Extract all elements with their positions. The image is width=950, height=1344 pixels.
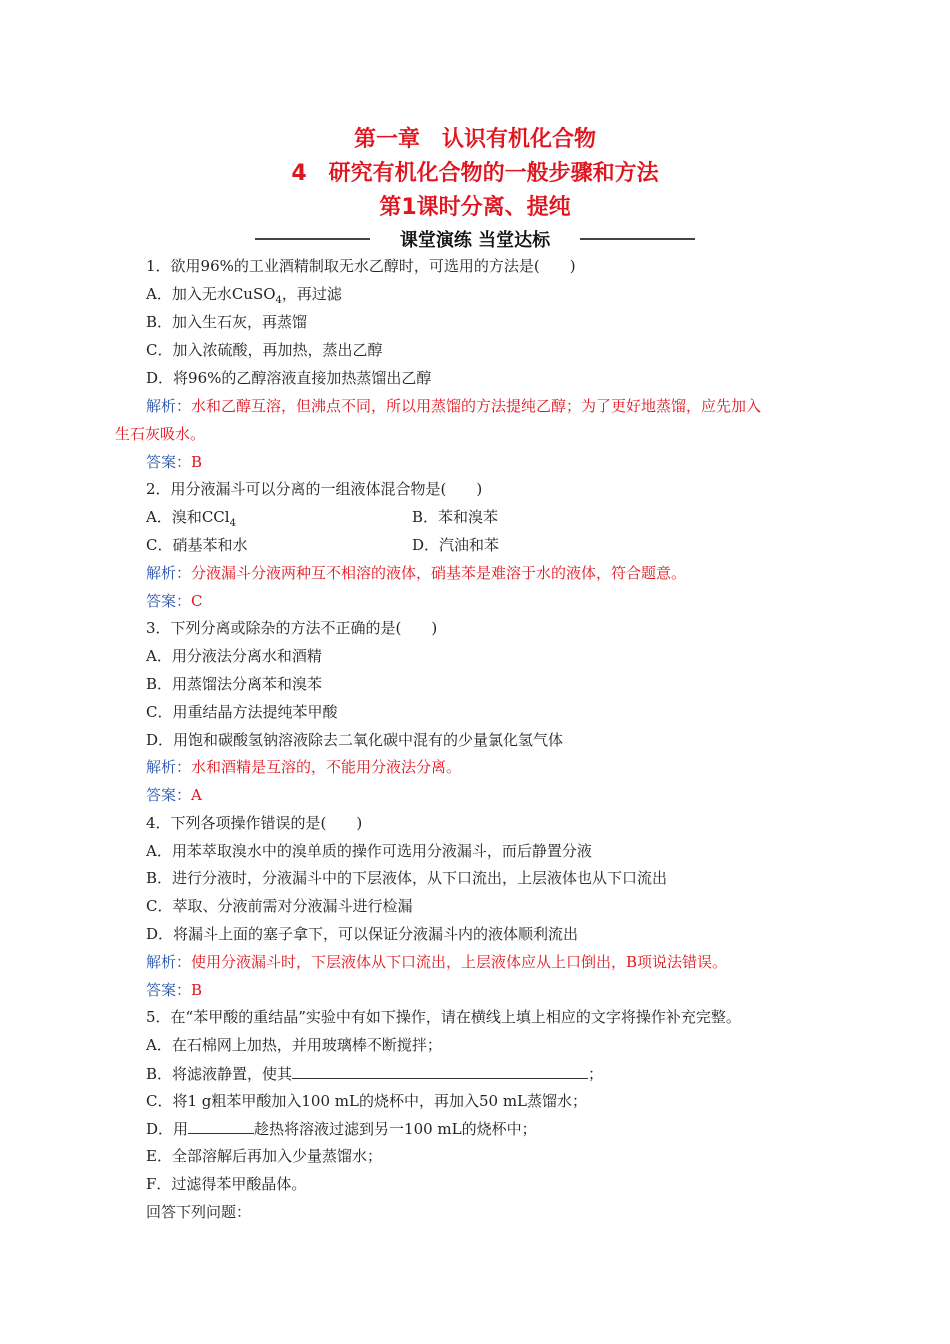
- q1-stem: 1．欲用96%的工业酒精制取无水乙醇时，可选用的方法是( ): [146, 257, 576, 275]
- q4-analysis: [146, 952, 727, 972]
- q3-option-c: C．用重结晶方法提纯苯甲酸: [146, 703, 338, 721]
- q5-d-text-end: 趁热将溶液过滤到另一100 mL的烧杯中；: [254, 1120, 537, 1138]
- banner-text: 课堂演练 当堂达标: [399, 230, 551, 251]
- section-banner: [255, 226, 695, 252]
- q2-options-row2: [146, 535, 846, 555]
- q3-answer: [146, 785, 202, 805]
- lesson-title: 第1课时分离、提纯: [379, 195, 571, 220]
- q4-answer: [146, 980, 202, 1000]
- q4-option-b: B．进行分液时，分液漏斗中的下层液体，从下口流出，上层液体也从下口流出: [146, 869, 668, 887]
- q3-analysis-label: 解析：: [146, 758, 192, 776]
- q5-b-text: B．将滤液静置，使其: [146, 1065, 293, 1083]
- q2-option-c: C．硝基苯和水: [146, 536, 248, 554]
- q4-answer-value: B: [191, 981, 203, 999]
- q4-analysis-label: 解析：: [146, 953, 192, 971]
- q1-a-subscript: 4: [275, 295, 282, 306]
- banner-right-rule: [580, 238, 695, 240]
- q2-answer-label: 答案：: [146, 592, 192, 610]
- q1-option-d: D．将96%的乙醇溶液直接加热蒸馏出乙醇: [146, 369, 432, 387]
- q5-b-text-end: ；: [588, 1065, 604, 1083]
- q5-d-text: D．用: [146, 1120, 189, 1138]
- q2-analysis-label: 解析：: [146, 564, 192, 582]
- q5-stem: 5．在“苯甲酸的重结晶”实验中有如下操作，请在横线上填上相应的文字将操作补充完整。: [146, 1008, 741, 1026]
- q4-analysis-text: 使用分液漏斗时，下层液体从下口流出，上层液体应从上口倒出，B项说法错误。: [191, 953, 728, 971]
- q3-option-a: A．用分液法分离水和酒精: [146, 647, 322, 665]
- q3-analysis-text: 水和酒精是互溶的，不能用分液法分离。: [191, 758, 462, 776]
- q5-step-d: [146, 1118, 537, 1139]
- q3-analysis: [146, 757, 461, 777]
- q2-option-d: D．汽油和苯: [412, 536, 500, 554]
- q5-step-c: C．将1 g粗苯甲酸加入100 mL的烧杯中，再加入50 mL蒸馏水；: [146, 1092, 588, 1110]
- q2-answer-value: C: [191, 592, 203, 610]
- q5-step-b: [146, 1063, 603, 1084]
- q4-stem: 4．下列各项操作错误的是( ): [146, 814, 363, 832]
- q2-analysis: [146, 563, 686, 583]
- q1-answer-label: 答案：: [146, 453, 192, 471]
- q5-b-fill-blank[interactable]: [292, 1063, 588, 1079]
- q1-option-a: [146, 284, 342, 311]
- q2-a-subscript: 4: [229, 518, 236, 529]
- q3-option-d: D．用饱和碳酸氢钠溶液除去二氧化碳中混有的少量氯化氢气体: [146, 731, 564, 749]
- q1-analysis-text: 水和乙醇互溶，但沸点不同，所以用蒸馏的方法提纯乙醇；为了更好地蒸馏，应先加入: [191, 397, 762, 415]
- q2-analysis-text: 分液漏斗分液两种互不相溶的液体，硝基苯是难溶于水的液体，符合题意。: [191, 564, 687, 582]
- q1-option-b: B．加入生石灰，再蒸馏: [146, 313, 308, 331]
- q1-option-c: C．加入浓硫酸，再加热，蒸出乙醇: [146, 341, 383, 359]
- q4-option-c: C．萃取、分液前需对分液漏斗进行检漏: [146, 897, 413, 915]
- q1-answer: [146, 452, 202, 472]
- q2-stem: 2．用分液漏斗可以分离的一组液体混合物是( ): [146, 480, 483, 498]
- q2-option-a: [146, 508, 236, 529]
- q4-option-a: A．用苯萃取溴水中的溴单质的操作可选用分液漏斗，而后静置分液: [146, 842, 592, 860]
- q5-step-e: E．全部溶解后再加入少量蒸馏水；: [146, 1147, 382, 1165]
- q2-a-text: A．溴和CCl: [146, 508, 230, 526]
- q5-step-f: F．过滤得苯甲酸晶体。: [146, 1175, 307, 1193]
- q5-step-a: A．在石棉网上加热，并用玻璃棒不断搅拌；: [146, 1036, 442, 1054]
- q2-answer: [146, 591, 203, 611]
- chapter-title: 第一章 认识有机化合物: [353, 127, 596, 152]
- q1-answer-value: B: [191, 453, 203, 471]
- q4-answer-label: 答案：: [146, 981, 192, 999]
- q3-option-b: B．用蒸馏法分离苯和溴苯: [146, 675, 323, 693]
- q2-option-b: B．苯和溴苯: [412, 508, 499, 526]
- q1-analysis-label: 解析：: [146, 397, 192, 415]
- q1-a-text-end: ，再过滤: [281, 285, 342, 303]
- q2-options-row1: [146, 507, 846, 534]
- q5-d-fill-blank[interactable]: [188, 1118, 254, 1134]
- q1-a-text: A．加入无水CuSO: [146, 285, 276, 303]
- section-title: 4 研究有机化合物的一般步骤和方法: [291, 161, 659, 186]
- q3-answer-value: A: [191, 786, 202, 804]
- q4-option-d: D．将漏斗上面的塞子拿下，可以保证分液漏斗内的液体顺利流出: [146, 925, 579, 943]
- q5-follow-up: 回答下列问题：: [146, 1203, 252, 1221]
- q1-analysis-cont: 生石灰吸水。: [115, 425, 206, 443]
- q3-answer-label: 答案：: [146, 786, 192, 804]
- q1-analysis: [146, 396, 761, 416]
- q3-stem: 3．下列分离或除杂的方法不正确的是( ): [146, 619, 438, 637]
